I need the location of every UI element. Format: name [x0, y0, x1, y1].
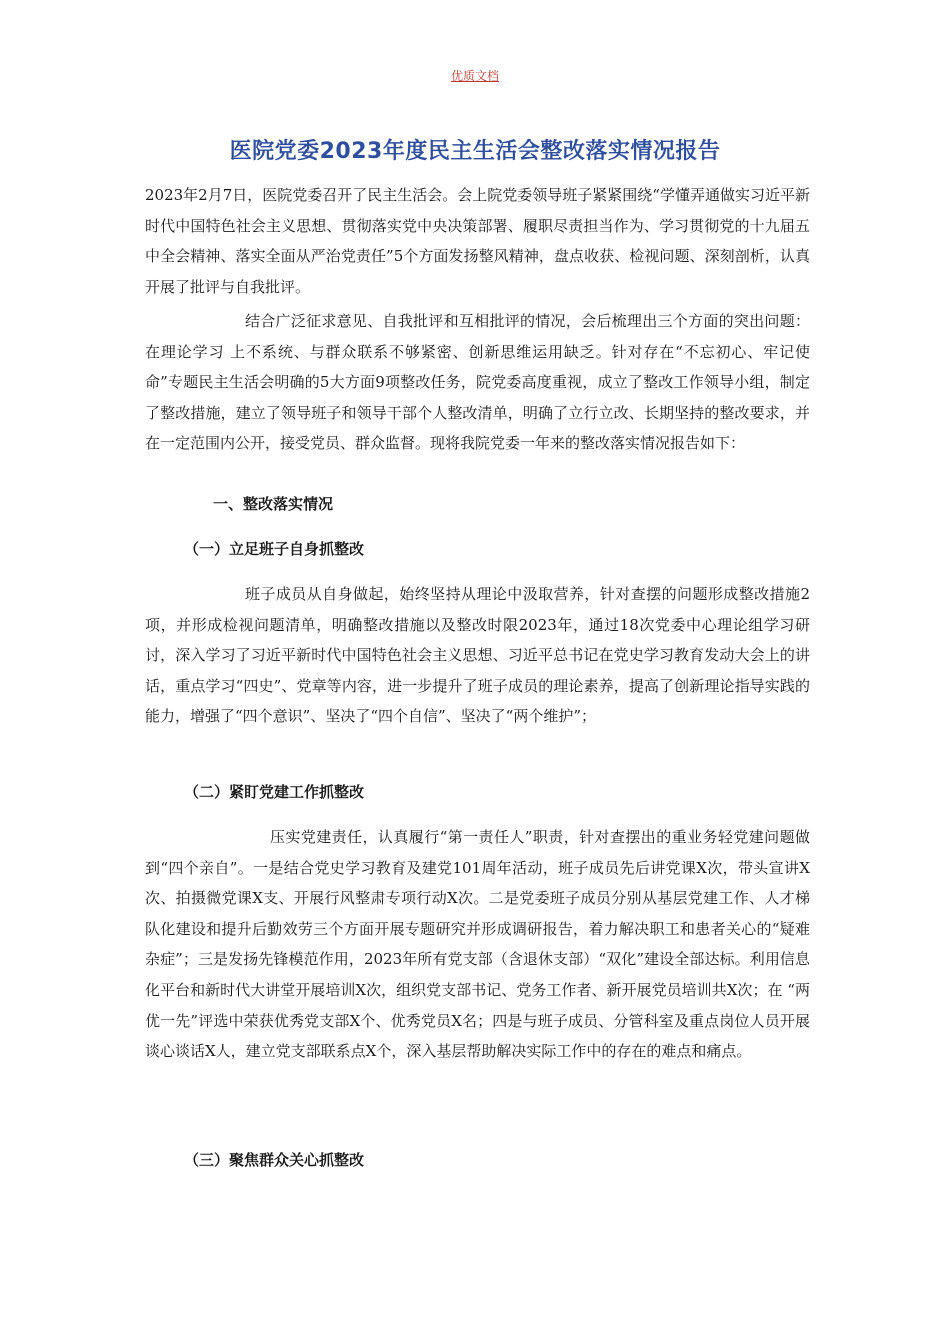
subsection-heading-2: （二）紧盯党建工作抓整改 [184, 783, 365, 801]
header-watermark: 优质文档 [450, 69, 499, 83]
document-title: 医院党委2023年度民主生活会整改落实情况报告 [229, 139, 721, 164]
intro-paragraph: 2023年2月7日，医院党委召开了民主生活会。会上院党委领导班子紧紧围绕“学懂弄通做实习近平新时代中国特色社会主义思想、贯彻落实党中央决策部署、履职尽责担当作为、学习贯彻党的十九届五中全会精神、落实全面从严治党责任”5个方面发扬整风精神，盘点收获、检视问题、深刻剖析，认真开展了批评与自我批评。 [145, 186, 810, 296]
subsection-1-paragraph: 班子成员从自身做起，始终坚持从理论中汲取营养，针对查摆的问题形成整改措施2项，并形成检视问题清单，明确整改措施以及整改时限2023年，通过18次党委中心理论组学习研讨，深入学习了习近平新时代中国特色社会主义思想、习近平总书记在党史学习教育发动大会上的讲话，重点学习“四史”、党章等内容，进一步提升了班子成员的理论素养，提高了创新理论指导实践的能力，增强了“四个意识”、坚决了“四个自信”、坚决了“两个维护”； [145, 585, 810, 726]
subsection-heading-3: （三）聚焦群众关心抓整改 [184, 1151, 365, 1169]
summary-paragraph: 结合广泛征求意见、自我批评和互相批评的情况，会后梳理出三个方面的突出问题：在理论学习 上不系统、与群众联系不够紧密、创新思维运用缺乏。针对存在“不忘初心、牢记使命”专题民主生活会明确的5大方面9项整改任务，院党委高度重视，成立了整改工作领导小组，制定了整改措施，建立了领导班子和领导干部个人整改清单，明确了立行立改、长期坚持的整改要求，并在一定范围内公开，接受党员、群众监督。现将我院党委一年来的整改落实情况报告如下： [145, 312, 810, 453]
section-heading-1: 一、整改落实情况 [213, 495, 334, 513]
subsection-2-paragraph: 压实党建责任，认真履行“第一责任人”职责，针对查摆出的重业务轻党建问题做到“四个亲自”。一是结合党史学习教育及建党101周年活动，班子成员先后讲党课X次，带头宣讲X次、拍摄微党课X支、开展行风整肃专项行动X次。二是党委班子成员分别从基层党建工作、人才梯队化建设和提升后勤效劳三个方面开展专题研究并形成调研报告，着力解决职工和患者关心的“疑难杂症”；三是发扬先锋模范作用，2023年所有党支部（含退休支部）“双化”建设全部达标。利用信息化平台和新时代大讲堂开展培训X次，组织党支部书记、党务工作者、新开展党员培训共X次；在 “两优一先”评选中荣获优秀党支部X个、优秀党员X名；四是与班子成员、分管科室及重点岗位人员开展谈心谈话X人，建立党支部联系点X个，深入基层帮助解决实际工作中的存在的难点和痛点。 [145, 828, 810, 1061]
subsection-heading-1: （一）立足班子自身抓整改 [184, 540, 365, 558]
